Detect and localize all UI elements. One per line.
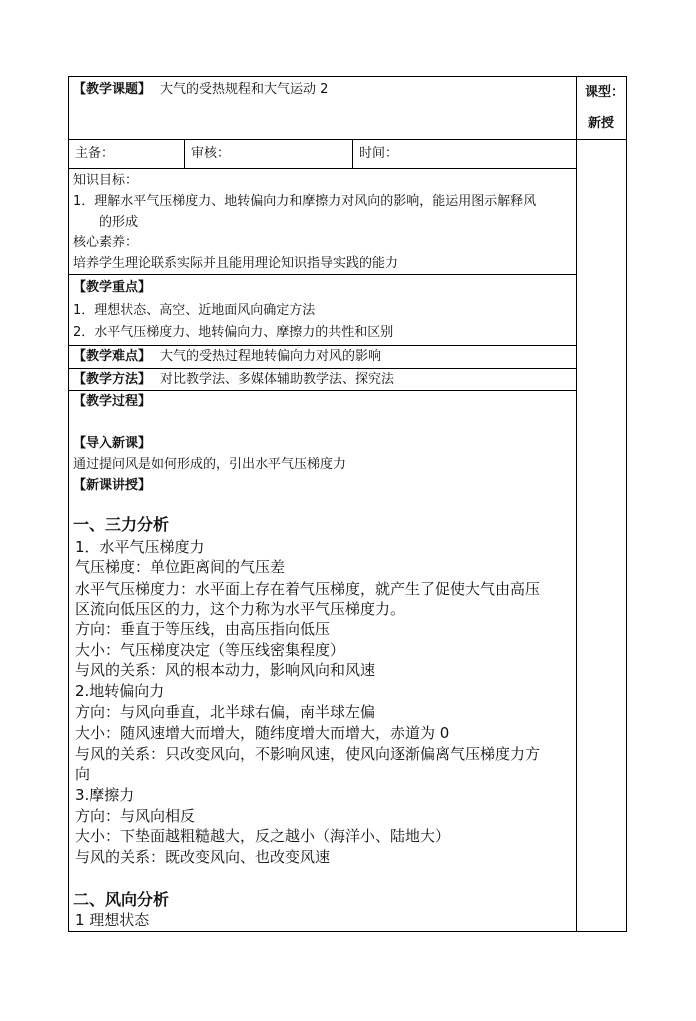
objectives-divider (69, 274, 576, 275)
force1-title: 1．水平气压梯度力 (75, 538, 205, 556)
topic-title: 大气的受热规程和大气运动 2 (160, 82, 329, 97)
new-lesson-title: 【新课讲授】 (73, 478, 152, 493)
reviewer-label: 审核： (191, 146, 231, 161)
force2-title: 2.地转偏向力 (75, 682, 165, 700)
section1-title: 一、三力分析 (73, 515, 170, 534)
topic-tag: 【教学课题】 (73, 82, 152, 97)
right-column-divider (576, 77, 577, 932)
knowledge-goal-title: 知识目标： (73, 173, 139, 188)
keypoints-divider (69, 345, 576, 346)
section2-title: 二、风向分析 (73, 890, 170, 909)
method-tag: 【教学方法】 (73, 372, 152, 387)
staff-col-divider-1 (184, 139, 185, 169)
intro-title: 【导入新课】 (73, 436, 152, 451)
method-divider (69, 390, 576, 391)
force3-size: 大小：下垫面越粗糙越大，反之越小（海洋小、陆地大） (75, 827, 451, 845)
key-point-1: 1．理想状态、高空、近地面风向确定方法 (73, 303, 316, 318)
staff-col-divider-2 (352, 139, 353, 169)
force1-size: 大小：气压梯度决定（等压线密集程度） (75, 641, 346, 659)
force2-relation-line2: 向 (75, 765, 91, 783)
time-label: 时间： (359, 146, 399, 161)
difficulty-divider (69, 368, 576, 369)
header-divider (69, 139, 627, 140)
force2-direction: 方向：与风向垂直，北半球右偏，南半球左偏 (75, 703, 376, 721)
lesson-plan-table (68, 76, 627, 932)
core-literacy-title: 核心素养： (73, 235, 139, 250)
process-title: 【教学过程】 (73, 394, 152, 409)
key-points-title: 【教学重点】 (73, 280, 152, 295)
core-literacy-text: 培养学生理论联系实际并且能用理论知识指导实践的能力 (73, 256, 399, 271)
force2-relation-line1: 与风的关系：只改变风向，不影响风速，使风向逐渐偏离气压梯度力方 (75, 745, 541, 763)
intro-text: 通过提问风是如何形成的，引出水平气压梯度力 (73, 457, 347, 472)
force3-direction: 方向：与风向相反 (75, 807, 196, 825)
difficulty-text: 大气的受热过程地转偏向力对风的影响 (160, 349, 382, 364)
force1-gradient: 气压梯度：单位距离间的气压差 (75, 558, 286, 576)
staff-divider (69, 168, 576, 169)
force1-relation: 与风的关系：风的根本动力，影响风向和风速 (75, 661, 376, 679)
force3-title: 3.摩擦力 (75, 786, 135, 804)
force2-size: 大小：随风速增大而增大，随纬度增大而增大，赤道为 0 (75, 724, 450, 742)
difficulty-tag: 【教学难点】 (73, 349, 152, 364)
force3-relation: 与风的关系：既改变风向、也改变风速 (75, 848, 331, 866)
knowledge-goal-line2: 的形成 (99, 215, 139, 230)
lesson-type-label: 课型： (585, 85, 625, 100)
force1-direction: 方向：垂直于等压线，由高压指向低压 (75, 620, 331, 638)
force1-definition-line1: 水平气压梯度力：水平面上存在着气压梯度，就产生了促使大气由高压 (75, 580, 541, 598)
lesson-type-value: 新授 (588, 116, 615, 131)
force1-definition-line2: 区流向低压区的力，这个力称为水平气压梯度力。 (75, 600, 406, 618)
lead-preparer-label: 主备： (75, 146, 115, 161)
section2-item1: 1 理想状态 (75, 911, 150, 929)
key-point-2: 2．水平气压梯度力、地转偏向力、摩擦力的共性和区别 (73, 325, 394, 340)
knowledge-goal-line1: 1．理解水平气压梯度力、地转偏向力和摩擦力对风向的影响，能运用图示解释风 (73, 194, 537, 209)
method-text: 对比教学法、多媒体辅助教学法、探究法 (160, 372, 395, 387)
